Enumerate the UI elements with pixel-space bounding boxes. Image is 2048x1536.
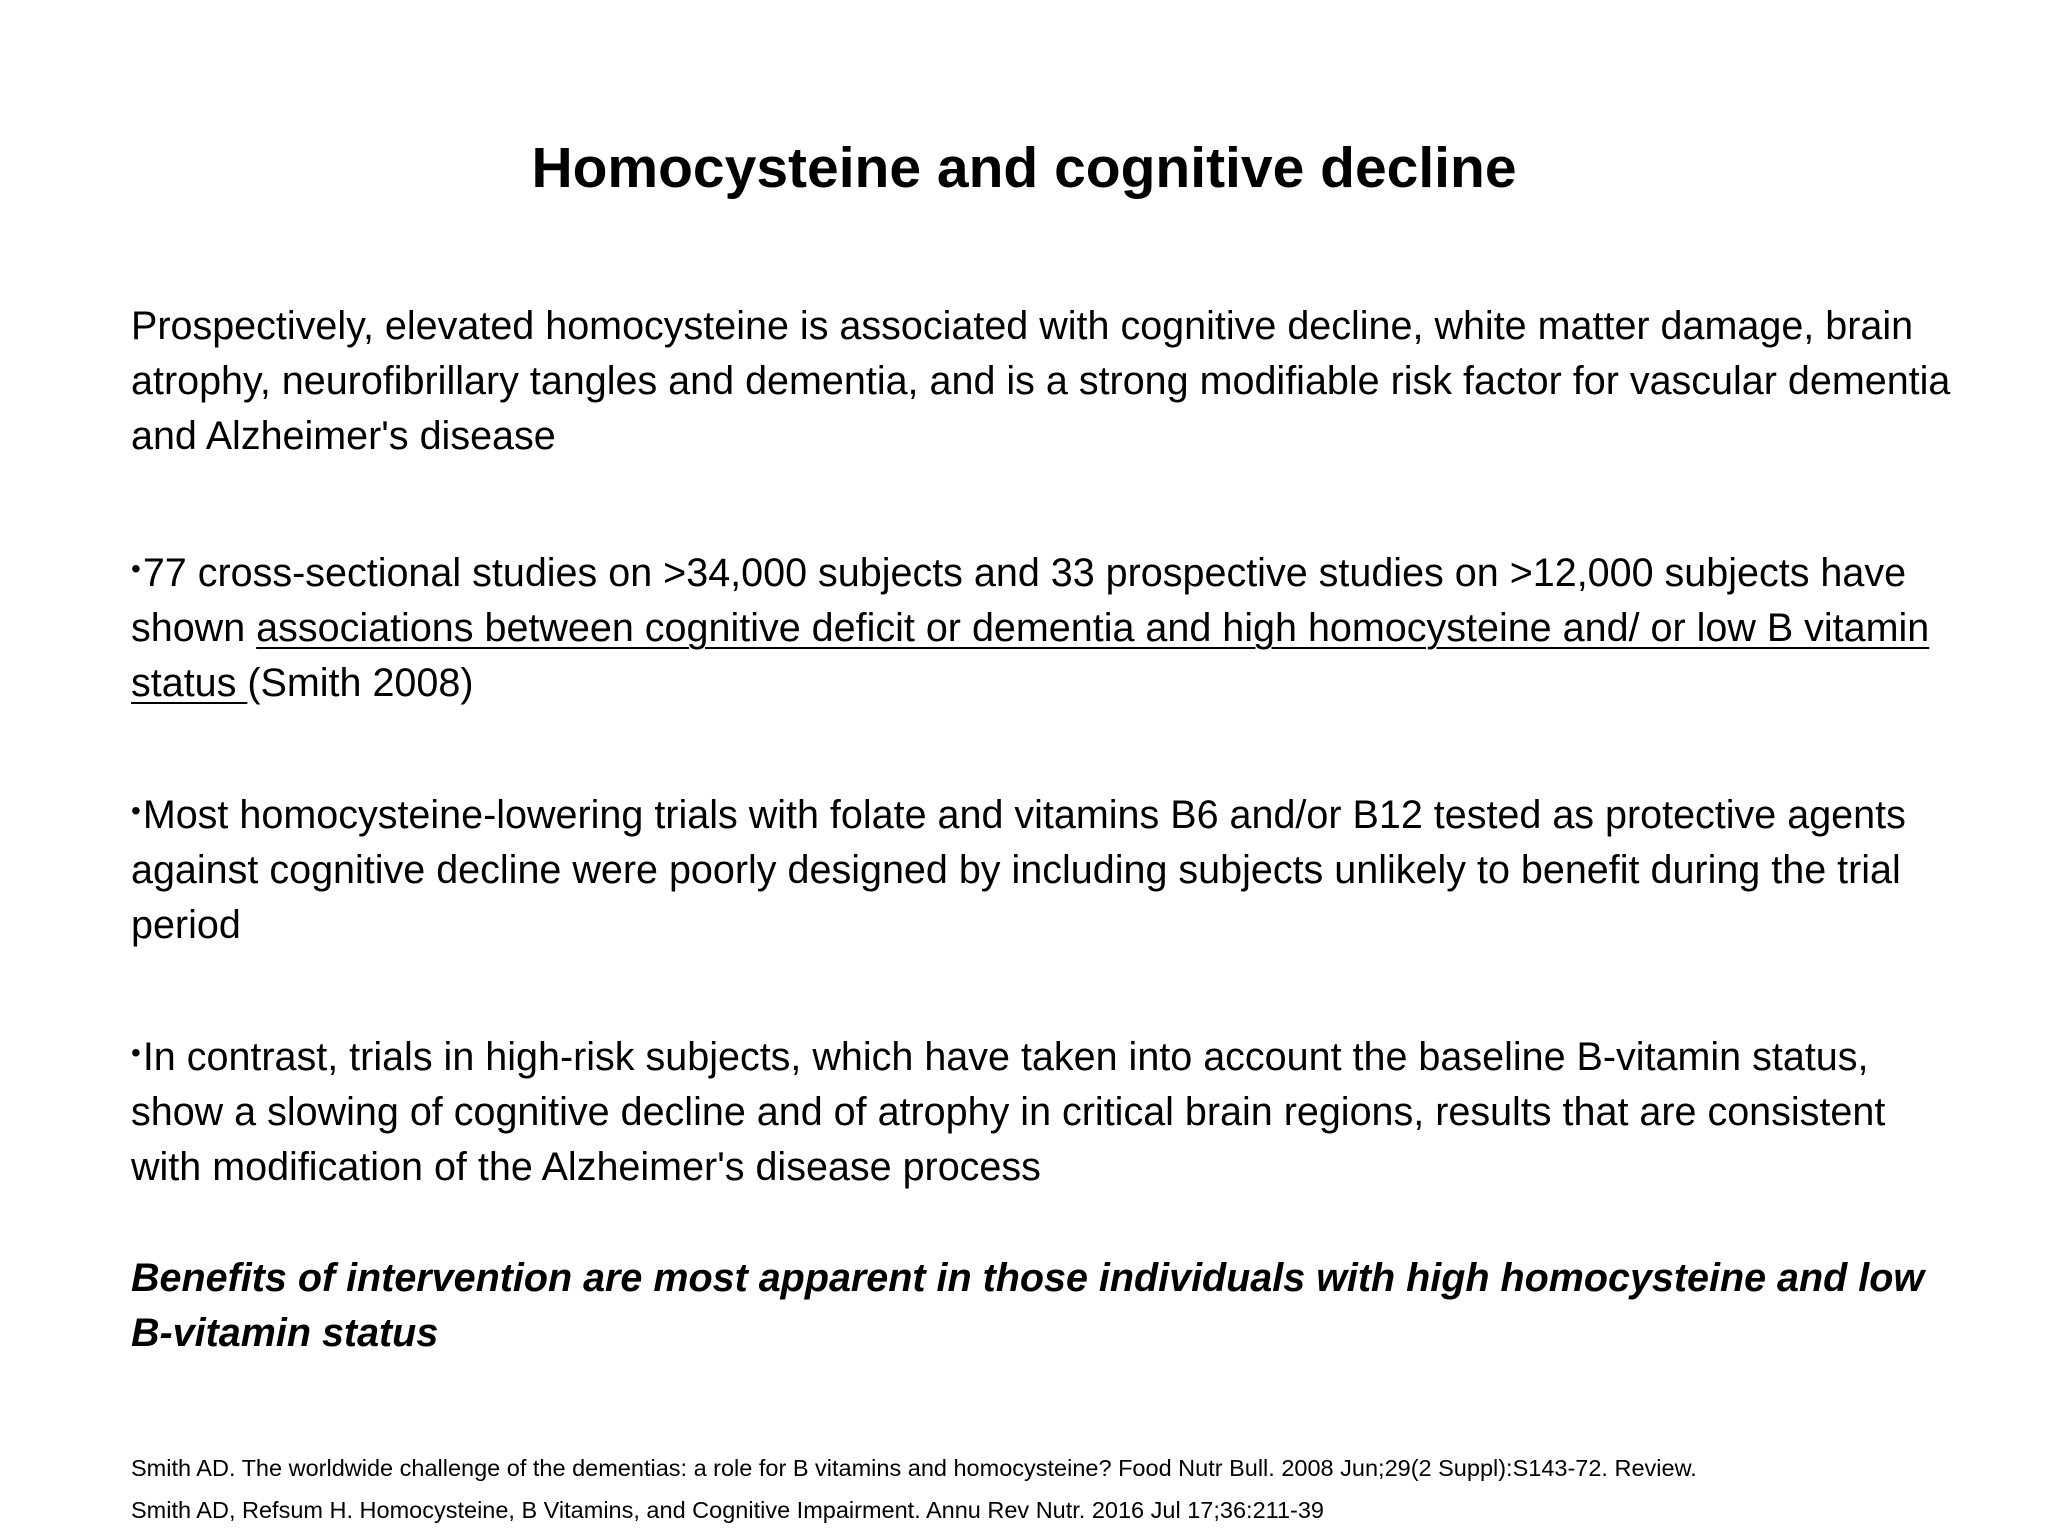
- bullet-studies-citation: (Smith 2008): [247, 661, 474, 705]
- bullet-icon: •: [131, 795, 141, 826]
- bullet-trials-text: Most homocysteine-lowering trials with folate and vitamins B6 and/or B12 tested as protective agents against cognitive decline were poorly designed by including subjects unlikely to benefit during the trial period: [131, 793, 1906, 947]
- conclusion-statement: Benefits of intervention are most apparent in those individuals with high homocysteine and low B-vitamin status: [131, 1256, 1925, 1355]
- slide-title: Homocysteine and cognitive decline: [531, 136, 1517, 200]
- reference-item: Smith AD. The worldwide challenge of the dementias: a role for B vitamins and homocysteine? Food Nutr Bull. 2008 Jun;29(2 Suppl):S143-72. Review.: [131, 1455, 1697, 1481]
- bullet-item-trials: [131, 783, 1961, 953]
- bullet-contrast-text: In contrast, trials in high-risk subjects, which have taken into account the baseline B-vitamin status, show a slowing of cognitive decline and of atrophy in critical brain regions, results that are consistent with modification of the Alzheimer's disease process: [131, 1035, 1886, 1189]
- bullet-icon: •: [131, 1037, 141, 1068]
- bullet-icon: •: [131, 553, 141, 584]
- intro-paragraph: Prospectively, elevated homocysteine is associated with cognitive decline, white matter damage, brain atrophy, neurofibrillary tangles and dementia, and is a strong modifiable risk factor for vascular dementia and Alzheimer's disease: [131, 304, 1951, 458]
- bullet-item-studies: [131, 541, 1961, 711]
- bullet-item-contrast: [131, 1025, 1961, 1195]
- bullet-studies-lead: 77 cross-sectional studies on >34,000 subjects and 33 prospective studies on >12,000 subjects have shown: [131, 551, 1907, 650]
- references: [131, 1447, 1981, 1531]
- bullet-studies-underlined: associations between cognitive deficit or dementia and high homocysteine and/ or low B vitamin status: [131, 606, 1930, 705]
- reference-item: Smith AD, Refsum H. Homocysteine, B Vitamins, and Cognitive Impairment. Annu Rev Nutr. 2016 Jul 17;36:211-39: [131, 1497, 1324, 1523]
